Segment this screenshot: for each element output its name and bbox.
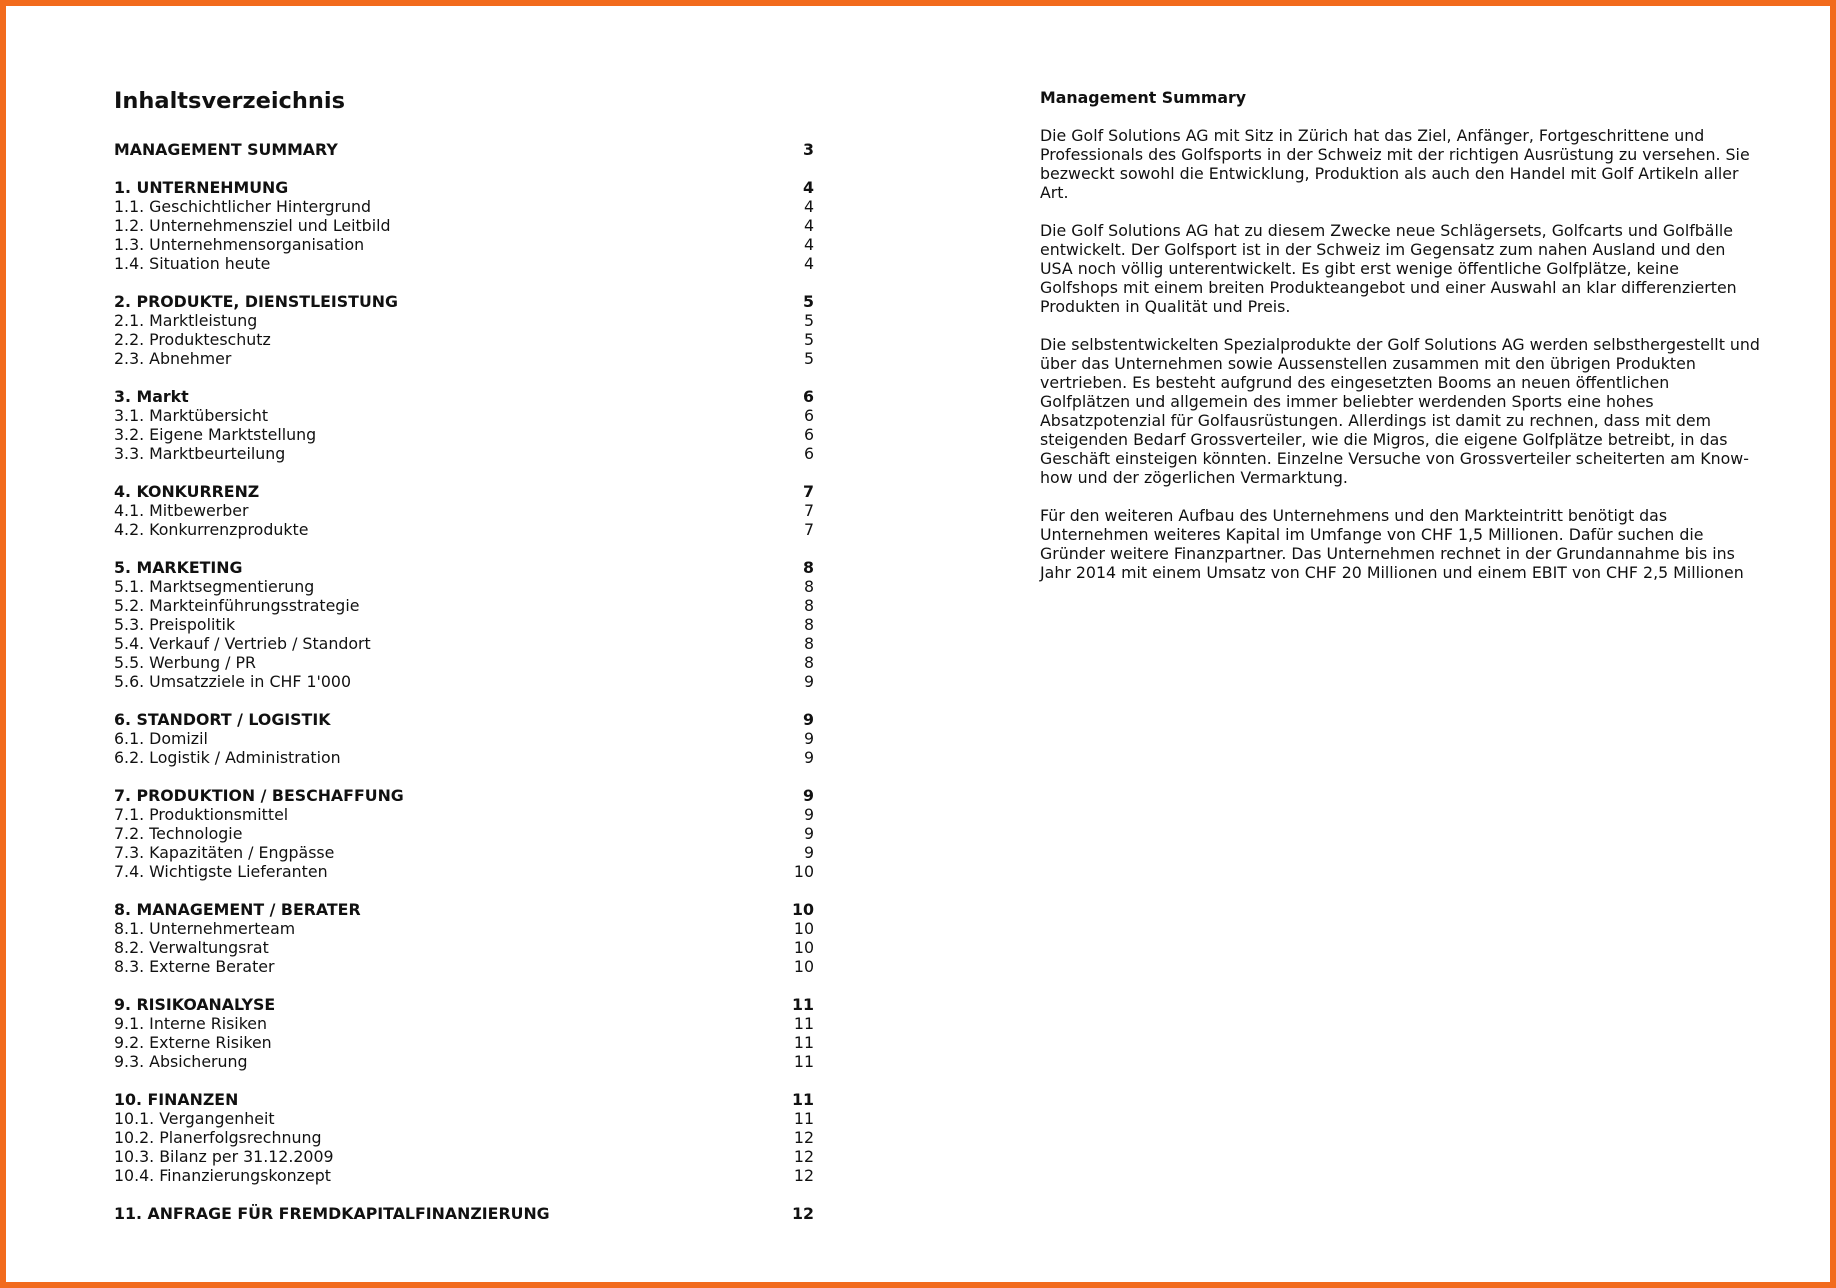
toc-entry-label: 3.2. Eigene Marktstellung	[114, 425, 317, 444]
toc-subentry[interactable]	[114, 1109, 814, 1128]
toc-entry-label: 11. ANFRAGE FÜR FREMDKAPITALFINANZIERUNG	[114, 1204, 550, 1223]
toc-entry-page: 11	[793, 1109, 814, 1128]
table-of-contents	[114, 86, 814, 1242]
toc-subentry[interactable]	[114, 615, 814, 634]
toc-chapter-entry[interactable]	[114, 995, 814, 1014]
toc-subentry[interactable]	[114, 349, 814, 368]
toc-chapter-entry[interactable]	[114, 1090, 814, 1109]
toc-entry-label: 2.2. Produkteschutz	[114, 330, 271, 349]
toc-entry-label: 4.2. Konkurrenzprodukte	[114, 520, 309, 539]
toc-entry-label: 10.4. Finanzierungskonzept	[114, 1166, 331, 1185]
toc-section	[114, 482, 814, 539]
toc-entry-label: 3.1. Marktübersicht	[114, 406, 269, 425]
toc-subentry[interactable]	[114, 577, 814, 596]
summary-paragraph: Für den weiteren Aufbau des Unternehmens und den Markteintritt benötigt das Unternehmen weiteres Kapital im Umfange von CHF 1,5 Millionen. Dafür suchen die Gründer weitere Finanzpartner. Das Unternehmen rechnet in der Grundannahme bis ins Jahr 2014 mit einem Umsatz von CHF 20 Millionen und einem EBIT von CHF 2,5 Millionen	[1040, 506, 1744, 582]
toc-subentry[interactable]	[114, 634, 814, 653]
toc-entry-page: 11	[793, 1033, 814, 1052]
toc-entry-label: 1.2. Unternehmensziel und Leitbild	[114, 216, 391, 235]
toc-entry-page: 8	[803, 634, 814, 653]
toc-entry-label: 5. MARKETING	[114, 558, 243, 577]
toc-chapter-entry[interactable]	[114, 140, 814, 159]
toc-entry-page: 10	[792, 900, 814, 919]
toc-entry-page: 8	[803, 596, 814, 615]
toc-section	[114, 292, 814, 368]
toc-subentry[interactable]	[114, 425, 814, 444]
toc-entry-label: 2.3. Abnehmer	[114, 349, 232, 368]
toc-entry-label: 5.2. Markteinführungsstrategie	[114, 596, 360, 615]
toc-chapter-entry[interactable]	[114, 178, 814, 197]
toc-entry-page: 9	[803, 672, 814, 691]
toc-entry-label: 9.1. Interne Risiken	[114, 1014, 268, 1033]
toc-subentry[interactable]	[114, 197, 814, 216]
toc-entry-page: 4	[803, 178, 814, 197]
toc-subentry[interactable]	[114, 330, 814, 349]
toc-entry-page: 6	[803, 425, 814, 444]
toc-entry-label: 5.6. Umsatzziele in CHF 1'000	[114, 672, 352, 691]
toc-entry-page: 8	[803, 615, 814, 634]
toc-subentry[interactable]	[114, 254, 814, 273]
summary-paragraph: Die Golf Solutions AG hat zu diesem Zwecke neue Schlägersets, Golfcarts und Golfbälle entwickelt. Der Golfsport ist in der Schweiz im Gegensatz zum nahen Ausland und den USA noch völlig unterentwickelt. Es gibt erst wenige öffentliche Golfplätze, keine Golfshops mit einem breiten Produkteangebot und einer Auswahl an klar differenzierten Produkten in Qualität und Preis.	[1040, 221, 1737, 316]
toc-section	[114, 995, 814, 1071]
toc-section	[114, 178, 814, 273]
toc-section	[114, 900, 814, 976]
toc-entry-label: 2.1. Marktleistung	[114, 311, 258, 330]
toc-chapter-entry[interactable]	[114, 710, 814, 729]
toc-chapter-entry[interactable]	[114, 482, 814, 501]
toc-entry-label: 8. MANAGEMENT / BERATER	[114, 900, 361, 919]
toc-entry-label: 7.1. Produktionsmittel	[114, 805, 289, 824]
toc-entry-page: 9	[803, 748, 814, 767]
toc-subentry[interactable]	[114, 748, 814, 767]
toc-chapter-entry[interactable]	[114, 558, 814, 577]
toc-section	[114, 1090, 814, 1185]
toc-subentry[interactable]	[114, 843, 814, 862]
toc-section	[114, 710, 814, 767]
toc-subentry[interactable]	[114, 824, 814, 843]
summary-paragraph: Die selbstentwickelten Spezialprodukte der Golf Solutions AG werden selbsthergestellt und über das Unternehmen sowie Aussenstellen zusammen mit den übrigen Produkten vertrieben. Es besteht aufgrund des eingesetzten Booms an neuen öffentlichen Golfplätzen und allgemein des immer beliebter werdenden Sports eine hohes Absatzpotenzial für Golfausrüstungen. Allerdings ist damit zu rechnen, dass mit dem steigenden Bedarf Grossverteiler, wie die Migros, die eigene Golfplätze betreibt, in das Geschäft einsteigen könnten. Einzelne Versuche von Grossverteiler scheiterten am Know-how und der zögerlichen Vermarktung.	[1040, 335, 1760, 487]
toc-entry-label: 6. STANDORT / LOGISTIK	[114, 710, 331, 729]
toc-entry-page: 10	[793, 957, 814, 976]
toc-entry-page: 5	[803, 292, 814, 311]
toc-subentry[interactable]	[114, 938, 814, 957]
toc-entry-page: 11	[793, 1014, 814, 1033]
toc-entry-page: 4	[803, 197, 814, 216]
toc-entry-page: 6	[803, 444, 814, 463]
toc-chapter-entry[interactable]	[114, 387, 814, 406]
toc-entry-label: 10.2. Planerfolgsrechnung	[114, 1128, 322, 1147]
toc-subentry[interactable]	[114, 1166, 814, 1185]
toc-entry-label: 5.5. Werbung / PR	[114, 653, 257, 672]
toc-entry-label: 7.2. Technologie	[114, 824, 243, 843]
toc-subentry[interactable]	[114, 520, 814, 539]
toc-subentry[interactable]	[114, 311, 814, 330]
toc-subentry[interactable]	[114, 1052, 814, 1071]
toc-entry-page: 9	[803, 729, 814, 748]
toc-subentry[interactable]	[114, 406, 814, 425]
toc-subentry[interactable]	[114, 596, 814, 615]
toc-chapter-entry[interactable]	[114, 786, 814, 805]
toc-entry-label: 1.3. Unternehmensorganisation	[114, 235, 365, 254]
toc-subentry[interactable]	[114, 1128, 814, 1147]
toc-subentry[interactable]	[114, 1033, 814, 1052]
toc-entry-page: 10	[793, 862, 814, 881]
toc-entry-page: 9	[803, 805, 814, 824]
toc-entry-page: 5	[803, 349, 814, 368]
toc-entry-label: 5.4. Verkauf / Vertrieb / Standort	[114, 634, 371, 653]
toc-entry-page: 8	[803, 558, 814, 577]
toc-chapter-entry[interactable]	[114, 292, 814, 311]
toc-entry-page: 4	[803, 235, 814, 254]
toc-entry-label: 3. Markt	[114, 387, 189, 406]
toc-subentry[interactable]	[114, 444, 814, 463]
toc-subentry[interactable]	[114, 501, 814, 520]
toc-entry-label: 10.1. Vergangenheit	[114, 1109, 275, 1128]
toc-entry-label: 6.1. Domizil	[114, 729, 208, 748]
toc-entry-page: 4	[803, 254, 814, 273]
toc-subentry[interactable]	[114, 805, 814, 824]
toc-entry-page: 11	[792, 995, 814, 1014]
toc-entry-label: 9.2. Externe Risiken	[114, 1033, 272, 1052]
toc-entry-label: MANAGEMENT SUMMARY	[114, 140, 338, 159]
toc-entry-label: 4.1. Mitbewerber	[114, 501, 249, 520]
toc-subentry[interactable]	[114, 957, 814, 976]
toc-entry-label: 3.3. Marktbeurteilung	[114, 444, 286, 463]
toc-subentry[interactable]	[114, 919, 814, 938]
toc-entry-label: 4. KONKURRENZ	[114, 482, 260, 501]
toc-subentry[interactable]	[114, 672, 814, 691]
toc-subentry[interactable]	[114, 653, 814, 672]
toc-entry-label: 1. UNTERNEHMUNG	[114, 178, 289, 197]
toc-entry-label: 7.4. Wichtigste Lieferanten	[114, 862, 328, 881]
toc-entry-label: 6.2. Logistik / Administration	[114, 748, 341, 767]
toc-entry-page: 6	[803, 387, 814, 406]
toc-entry-page: 3	[803, 140, 814, 159]
toc-entry-label: 1.1. Geschichtlicher Hintergrund	[114, 197, 372, 216]
toc-section	[114, 140, 814, 159]
toc-chapter-entry[interactable]	[114, 1204, 814, 1223]
toc-subentry[interactable]	[114, 862, 814, 881]
toc-entry-label: 1.4. Situation heute	[114, 254, 271, 273]
toc-entry-page: 12	[793, 1166, 814, 1185]
toc-entry-label: 8.3. Externe Berater	[114, 957, 275, 976]
toc-entry-label: 8.2. Verwaltungsrat	[114, 938, 269, 957]
toc-entry-page: 6	[803, 406, 814, 425]
toc-subentry[interactable]	[114, 729, 814, 748]
toc-entry-label: 2. PRODUKTE, DIENSTLEISTUNG	[114, 292, 398, 311]
toc-entry-page: 12	[792, 1204, 814, 1223]
toc-entry-page: 12	[793, 1147, 814, 1166]
toc-entry-label: 5.3. Preispolitik	[114, 615, 236, 634]
toc-entry-label: 8.1. Unternehmerteam	[114, 919, 296, 938]
toc-entry-page: 11	[792, 1090, 814, 1109]
toc-section	[114, 558, 814, 691]
toc-section	[114, 786, 814, 881]
toc-groups	[114, 140, 814, 1223]
toc-entry-label: 5.1. Marktsegmentierung	[114, 577, 315, 596]
toc-entry-page: 7	[803, 482, 814, 501]
toc-section	[114, 1204, 814, 1223]
toc-entry-page: 9	[803, 824, 814, 843]
toc-entry-page: 7	[803, 501, 814, 520]
toc-entry-page: 8	[803, 653, 814, 672]
toc-entry-label: 10. FINANZEN	[114, 1090, 239, 1109]
toc-chapter-entry[interactable]	[114, 900, 814, 919]
summary-body	[1040, 126, 1760, 582]
toc-entry-page: 9	[803, 843, 814, 862]
toc-entry-page: 10	[793, 919, 814, 938]
toc-entry-label: 9.3. Absicherung	[114, 1052, 248, 1071]
toc-section	[114, 387, 814, 463]
toc-entry-page: 8	[803, 577, 814, 596]
management-summary	[1040, 88, 1760, 601]
toc-entry-page: 11	[793, 1052, 814, 1071]
toc-entry-label: 9. RISIKOANALYSE	[114, 995, 276, 1014]
toc-entry-page: 5	[803, 311, 814, 330]
summary-title: Management Summary	[1040, 88, 1247, 107]
toc-entry-page: 9	[803, 710, 814, 729]
toc-entry-label: 10.3. Bilanz per 31.12.2009	[114, 1147, 334, 1166]
toc-entry-label: 7. PRODUKTION / BESCHAFFUNG	[114, 786, 404, 805]
toc-subentry[interactable]	[114, 235, 814, 254]
toc-entry-page: 4	[803, 216, 814, 235]
toc-entry-page: 7	[803, 520, 814, 539]
toc-subentry[interactable]	[114, 1014, 814, 1033]
toc-title: Inhaltsverzeichnis	[114, 88, 346, 114]
toc-entry-page: 12	[793, 1128, 814, 1147]
toc-entry-page: 10	[793, 938, 814, 957]
toc-entry-label: 7.3. Kapazitäten / Engpässe	[114, 843, 335, 862]
toc-entry-page: 9	[803, 786, 814, 805]
summary-paragraph: Die Golf Solutions AG mit Sitz in Zürich hat das Ziel, Anfänger, Fortgeschrittene und Professionals des Golfsports in der Schweiz mit der richtigen Ausrüstung zu versehen. Sie bezweckt sowohl die Entwicklung, Produktion als auch den Handel mit Golf Artikeln aller Art.	[1040, 126, 1750, 202]
toc-subentry[interactable]	[114, 1147, 814, 1166]
toc-entry-page: 5	[803, 330, 814, 349]
toc-subentry[interactable]	[114, 216, 814, 235]
